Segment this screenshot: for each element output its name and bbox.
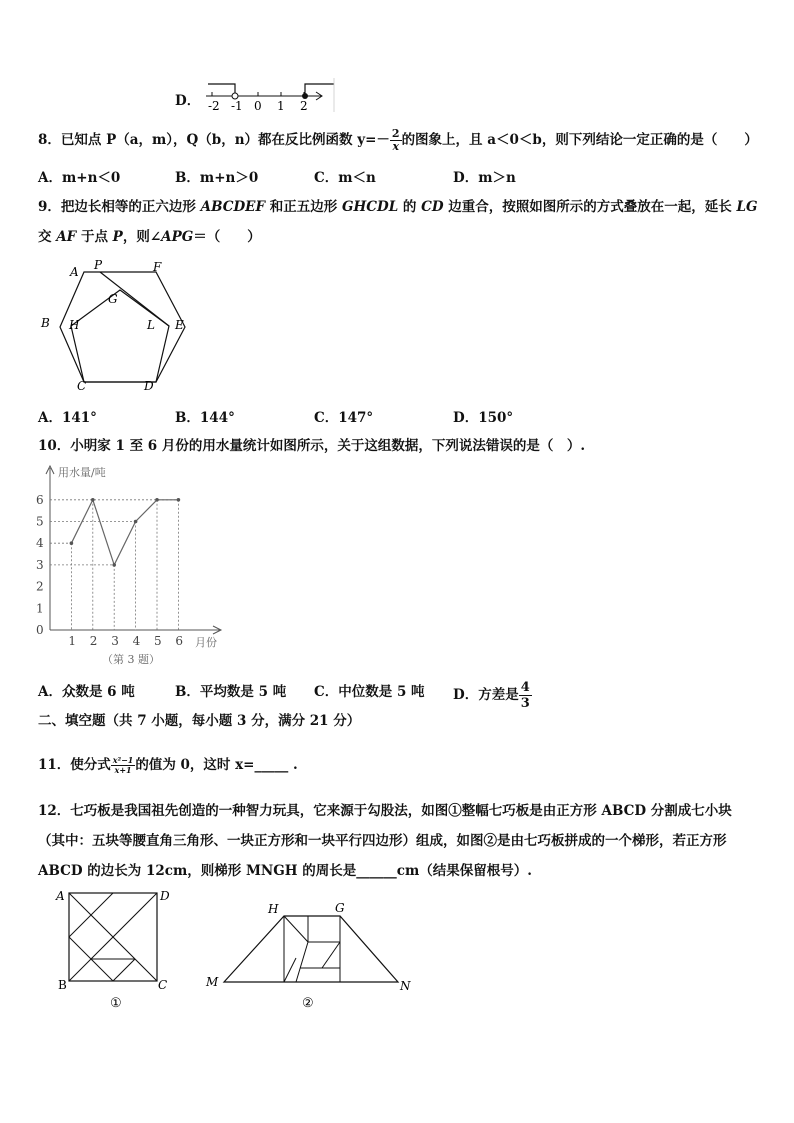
q12-line3: ABCD 的边长为 12cm，则梯形 MNGH 的周长是______cm（结果保留根号）.	[38, 863, 532, 879]
q9-option-c[interactable]: C．147°	[314, 410, 374, 426]
data-point	[91, 498, 95, 502]
q9-option-a[interactable]: A．141°	[38, 410, 97, 426]
label-l: L	[147, 318, 155, 332]
x-tick-label: 5	[154, 634, 162, 648]
y-tick-label: 4	[36, 536, 44, 551]
fig2-caption: ②	[302, 996, 314, 1011]
q12-line2: （其中：五块等腰直角三角形、一块正方形和一块平行四边形）组成，如图②是由七巧板拼成的一个梯形，若正方形	[38, 833, 727, 849]
y-tick-label: 5	[36, 514, 44, 529]
data-point	[70, 541, 74, 545]
q10-option-d-fraction: $\frac{4}{3}$	[520, 680, 530, 711]
tangram-trapezoid-figure	[200, 898, 420, 1012]
q7-number-line	[200, 78, 340, 114]
y-tick-label: 6	[36, 492, 44, 507]
q11-stem: 11．使分式 $\frac{\text{x²−1}}{x+1}$ 的值为 0，这时 x=_____ .	[38, 755, 298, 775]
section2-heading: 二、填空题（共 7 小题，每小题 3 分，满分 21 分）	[38, 713, 361, 729]
series-line	[71, 500, 178, 565]
y-tick-label: 3	[36, 557, 44, 572]
x-tick-label: 1	[68, 634, 77, 648]
q10-option-d[interactable]: D．方差是 $\frac{4}{3}$	[453, 680, 530, 711]
q10-stem: 10．小明家 1 至 6 月份的用水量统计如图所示，关于这组数据，下列说法错误的是（ ）.	[38, 438, 586, 454]
data-point	[112, 563, 116, 567]
fig1-label-d: D	[160, 889, 170, 903]
y-axis-label: 用水量/吨	[58, 466, 106, 479]
number-line-tick-label: 1	[277, 99, 285, 113]
trapezoid-mngh	[224, 916, 398, 982]
x-tick-label: 2	[89, 634, 98, 648]
q8-option-b[interactable]: B．m+n＞0	[175, 170, 259, 186]
x-tick-label: 4	[132, 634, 141, 648]
y-tick-label: 0	[36, 623, 44, 637]
label-a: A	[70, 265, 79, 279]
label-e: E	[175, 318, 184, 332]
fig1-label-a: A	[56, 889, 65, 903]
number-line-tick-label: -2	[208, 99, 220, 113]
chart-caption: （第 3 题）	[102, 653, 160, 666]
data-point	[155, 498, 159, 502]
number-line-tick-label: -1	[231, 99, 243, 113]
q9-option-d[interactable]: D．150°	[453, 410, 514, 426]
x-axis-label: 月份	[195, 636, 217, 649]
hexagon-pentagon-figure	[36, 256, 196, 396]
number-line-tick-label: 0	[254, 99, 262, 113]
label-b: B	[41, 316, 50, 330]
label-f: F	[153, 260, 162, 274]
closed-circle	[302, 93, 308, 99]
label-h: H	[69, 318, 80, 332]
water-usage-chart	[30, 460, 230, 670]
fig2-label-m: M	[206, 975, 219, 989]
fig2-label-n: N	[400, 979, 411, 993]
y-tick-label: 2	[36, 579, 44, 594]
q12-line1: 12．七巧板是我国祖先创造的一种智力玩具，它来源于勾股法，如图①整幅七巧板是由正方形 ABCD 分割成七小块	[38, 803, 732, 819]
x-tick-label: 6	[175, 634, 184, 648]
q11-fraction: $\frac{\text{x²−1}}{x+1}$	[112, 755, 134, 775]
q10-option-c[interactable]: C．中位数是 5 吨	[314, 684, 425, 700]
q10-option-a[interactable]: A．众数是 6 吨	[38, 684, 135, 700]
fig2-label-g: G	[335, 901, 345, 915]
pentagon-ghcdl	[71, 290, 169, 382]
fig1-caption: ①	[110, 996, 122, 1011]
fig1-label-c: C	[158, 978, 168, 992]
x-tick-label: 3	[111, 634, 119, 648]
q8-option-c[interactable]: C．m＜n	[314, 170, 376, 186]
fig2-label-h: H	[268, 902, 279, 916]
q9-option-b[interactable]: B．144°	[175, 410, 235, 426]
data-point	[134, 520, 138, 524]
fig1-label-b: B	[58, 978, 67, 992]
data-point	[177, 498, 181, 502]
label-g: G	[108, 292, 118, 306]
label-d: D	[144, 379, 154, 393]
q7-option-d: D．	[175, 93, 201, 109]
q8-stem: 8．已知点 P（a，m），Q（b，n）都在反比例函数 y=－ $\frac{2}{x}$ 的图象上，且 a＜0＜b，则下列结论一定正确的是（ ）	[38, 127, 758, 153]
q10-option-b[interactable]: B．平均数是 5 吨	[175, 684, 287, 700]
q9-stem-line2: 交 AF 于点 P，则∠APG＝（ ）	[38, 229, 261, 245]
open-circle	[232, 93, 238, 99]
q8-option-d[interactable]: D．m＞n	[453, 170, 516, 186]
q8-option-a[interactable]: A．m+n＜0	[38, 170, 121, 186]
number-line-tick-label: 2	[300, 99, 308, 113]
label-c: C	[77, 379, 87, 393]
tangram-square-figure	[52, 886, 182, 1012]
q8-fraction: $\frac{2}{x}$	[391, 127, 400, 153]
q9-stem-line1: 9．把边长相等的正六边形 ABCDEF 和正五边形 GHCDL 的 CD 边重合，按照如图所示的方式叠放在一起，延长 LG	[38, 199, 758, 215]
y-tick-label: 1	[36, 601, 44, 616]
label-p: P	[94, 258, 103, 272]
